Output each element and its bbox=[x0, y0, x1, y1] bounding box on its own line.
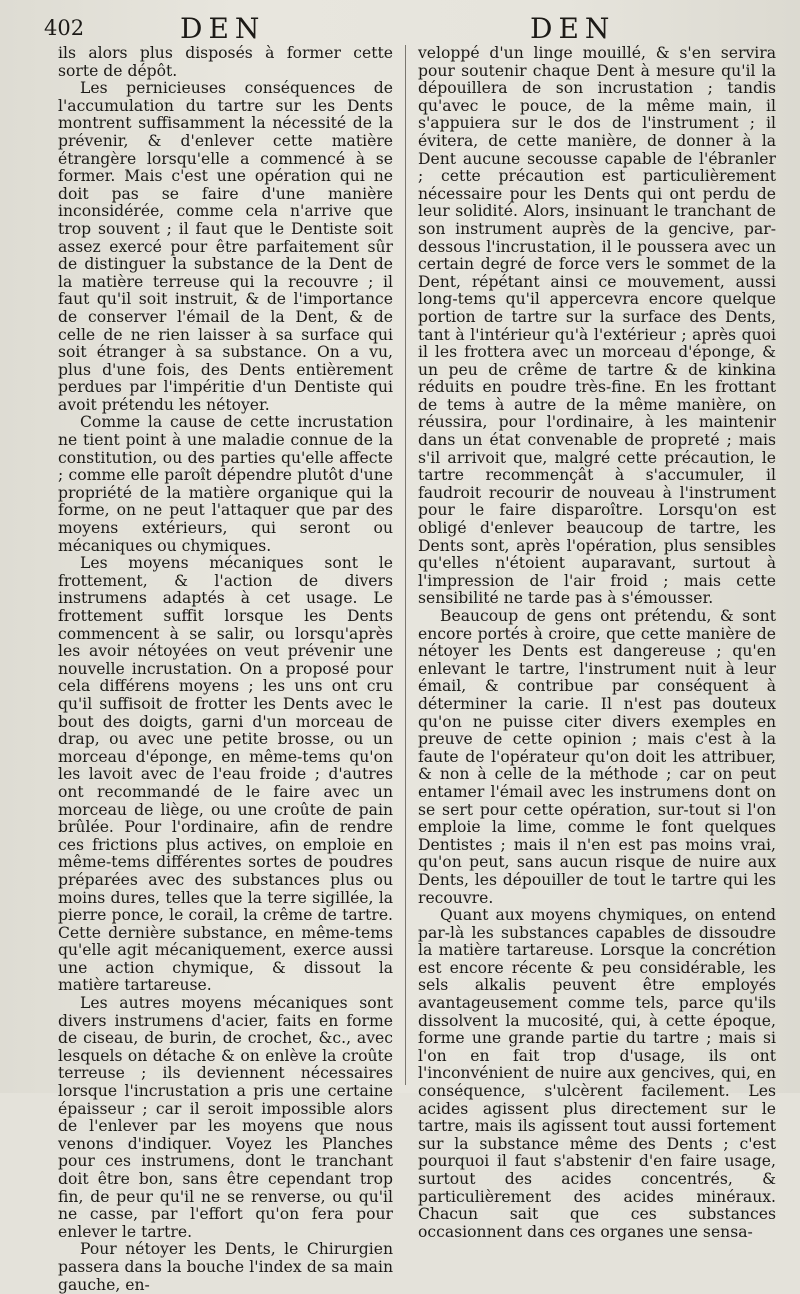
page-number: 402 bbox=[44, 16, 85, 40]
right-column bbox=[418, 44, 776, 1241]
paragraph: Les pernicieuses conséquences de l'accumulation du tartre sur les Dents montrent suffisamment la nécessité de la prévenir, & d'enlever cette matière étrangère lorsqu'elle a commencé à se former. Mais c'est une opération qui ne doit pas se faire d'une manière inconsidérée, comme cela n'arrive que trop souvent ; il faut que le Dentiste soit assez exercé pour être parfaitement sûr de distinguer la substance de la Dent de la matière terreuse qui la recouvre ; il faut qu'il soit instruit, & de l'importance de conserver l'émail de la Dent, & de celle de ne rien laisser à sa surface qui soit étranger à sa substance. On a vu, plus d'une fois, des Dents entièrement perdues par l'impéritie d'un Dentiste qui avoit prétendu les nétoyer. bbox=[58, 79, 393, 414]
paragraph: Pour nétoyer les Dents, le Chirurgien passera dans la bouche l'index de sa main gauche, en- bbox=[58, 1240, 393, 1294]
running-head-left: DEN bbox=[180, 12, 266, 45]
column-divider bbox=[405, 45, 406, 1085]
paragraph: Les moyens mécaniques sont le frottement, & l'action de divers instrumens adaptés à cet usage. Le frottement suffit lorsque les Dents commencent à se salir, ou lorsqu'après les avoir nétoyées on veut prévenir une nouvelle incrustation. On a proposé pour cela différens moyens ; les uns ont cru qu'il suffisoit de frotter les Dents avec le bout des doigts, garni d'un morceau de drap, ou avec une petite brosse, ou un morceau d'éponge, en même-tems qu'on les lavoit avec de l'eau froide ; d'autres ont recommandé de le faire avec un morceau de liège, ou une croûte de pain brûlée. Pour l'ordinaire, afin de rendre ces frictions plus actives, on emploie en même-tems différentes sortes de poudres préparées avec des substances plus ou moins dures, telles que la terre sigillée, la pierre ponce, le corail, la crême de tartre. Cette dernière substance, en même-tems qu'elle agit mécaniquement, exerce aussi une action chymique, & dissout la matière tartareuse. bbox=[58, 554, 393, 995]
paragraph: veloppé d'un linge mouillé, & s'en servira pour soutenir chaque Dent à mesure qu'il la dépouillera de son incrustation ; tandis qu'avec le pouce, de la même main, il s'appuiera sur le dos de l'instrument ; il évitera, de cette manière, de donner à la Dent aucune secousse capable de l'ébranler ; cette précaution est particulièrement nécessaire pour les Dents qui ont perdu de leur solidité. Alors, insinuant le tranchant de son instrument auprès de la gencive, par-dessous l'incrustation, il le poussera avec un certain degré de force vers le sommet de la Dent, répétant ainsi ce mouvement, aussi long-tems qu'il appercevra encore quelque portion de tartre sur la surface des Dents, tant à l'intérieur qu'à l'extérieur ; après quoi il les frottera avec un morceau d'éponge, & un peu de crême de tartre & de kinkina réduits en poudre très-fine. En les frottant de tems à autre de la même manière, on réussira, pour l'ordinaire, à les maintenir dans un état convenable de propreté ; mais s'il arrivoit que, malgré cette précaution, le tartre recommençât à s'accumuler, il faudroit recourir de nouveau à l'instrument pour le faire disparoître. Lorsqu'on est obligé d'enlever beaucoup de tartre, les Dents sont, après l'opération, plus sensibles qu'elles n'étoient auparavant, surtout à l'impression de l'air froid ; mais cette sensibilité ne tarde pas à s'émousser. bbox=[418, 44, 776, 608]
left-column bbox=[58, 44, 393, 1294]
paragraph: Comme la cause de cette incrustation ne tient point à une maladie connue de la constitution, ou des parties qu'elle affecte ; comme elle paroît dépendre plutôt d'une propriété de la matière organique qui la forme, on ne peut l'attaquer que par des moyens extérieurs, qui seront ou mécaniques ou chymiques. bbox=[58, 413, 393, 555]
paragraph: Les autres moyens mécaniques sont divers instrumens d'acier, faits en forme de ciseau, de burin, de crochet, &c., avec lesquels on détache & on enlève la croûte terreuse ; ils deviennent nécessaires lorsque l'incrustation a pris une certaine épaisseur ; car il seroit impossible alors de l'enlever par les moyens que nous venons d'indiquer. Voyez les Planches pour ces instrumens, dont le tranchant doit être bon, sans être cependant trop fin, de peur qu'il ne se renverse, ou qu'il ne casse, par l'effort qu'on fera pour enlever le tartre. bbox=[58, 994, 393, 1241]
paragraph: Quant aux moyens chymiques, on entend par-là les substances capables de dissoudre la matière tartareuse. Lorsque la concrétion est encore récente & peu considérable, les sels alkalis peuvent être employés avantageusement comme tels, parce qu'ils dissolvent la mucosité, qui, à cette époque, forme une grande partie du tartre ; mais si l'on en fait trop d'usage, ils ont l'inconvénient de nuire aux gencives, qui, en conséquence, s'ulcèrent facilement. Les acides agissent plus directement sur le tartre, mais ils agissent tout aussi fortement sur la substance même des Dents ; c'est pourquoi il faut s'abstenir d'en faire usage, surtout des acides concentrés, & particulièrement des acides minéraux. Chacun sait que ces substances occasionnent dans ces organes une sensa- bbox=[418, 906, 776, 1241]
running-head-right: DEN bbox=[530, 12, 616, 45]
paragraph: ils alors plus disposés à former cette sorte de dépôt. bbox=[58, 44, 393, 80]
paragraph: Beaucoup de gens ont prétendu, & sont encore portés à croire, que cette manière de nétoyer les Dents est dangereuse ; qu'en enlevant le tartre, l'instrument nuit à leur émail, & contribue par conséquent à déterminer la carie. Il n'est pas douteux qu'on ne puisse citer divers exemples en preuve de cette opinion ; mais c'est à la faute de l'opérateur qu'on doit les attribuer, & non à celle de la méthode ; car on peut entamer l'émail avec les instrumens dont on se sert pour cette opération, sur-tout si l'on emploie la lime, comme le font quelques Dentistes ; mais il n'en est pas moins vrai, qu'on peut, sans aucun risque de nuire aux Dents, les dépouiller de tout le tartre qui les recouvre. bbox=[418, 607, 776, 907]
page-header bbox=[0, 0, 800, 48]
